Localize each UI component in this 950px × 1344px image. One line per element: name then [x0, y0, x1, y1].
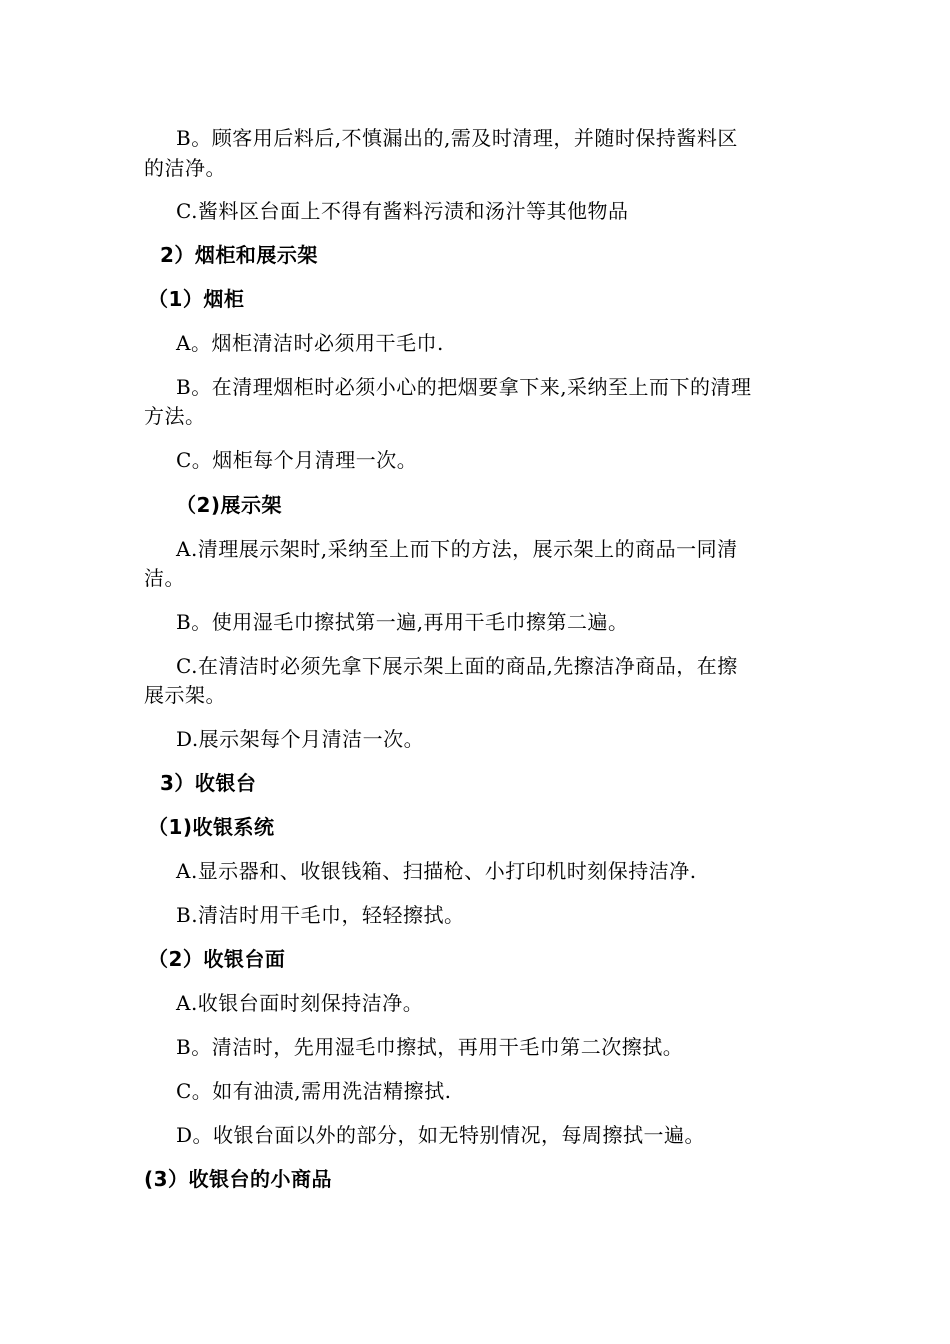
paragraph-line: C。烟柜每个月清理一次。 — [176, 448, 418, 472]
paragraph-line: C.酱料区台面上不得有酱料污渍和汤汁等其他物品 — [176, 199, 629, 223]
paragraph-line: C。如有油渍,需用洗洁精擦拭. — [176, 1079, 452, 1103]
paragraph-line: A。烟柜清洁时必须用干毛巾. — [176, 331, 444, 355]
paragraph-line: D.展示架每个月清洁一次。 — [176, 727, 425, 751]
paragraph-line: 方法。 — [144, 404, 206, 428]
subsection-heading: （1)收银系统 — [148, 815, 275, 839]
subsection-heading: （2)展示架 — [176, 493, 283, 517]
section-heading: 3）收银台 — [160, 771, 257, 795]
paragraph-line: A.清理展示架时,采纳至上而下的方法，展示架上的商品一同清 — [176, 537, 738, 561]
paragraph-line: D。收银台面以外的部分，如无特别情况，每周擦拭一遍。 — [176, 1123, 706, 1147]
paragraph-line: B。在清理烟柜时必须小心的把烟要拿下来,采纳至上而下的清理 — [176, 375, 752, 399]
paragraph-line: A.显示器和、收银钱箱、扫描枪、小打印机时刻保持洁净. — [176, 859, 697, 883]
paragraph-line: 展示架。 — [144, 683, 226, 707]
paragraph-line: B。清洁时，先用湿毛巾擦拭，再用干毛巾第二次擦拭。 — [176, 1035, 684, 1059]
paragraph-line: C.在清洁时必须先拿下展示架上面的商品,先擦洁净商品，在擦 — [176, 654, 738, 678]
paragraph-line: B.清洁时用干毛巾，轻轻擦拭。 — [176, 903, 465, 927]
subsection-heading: （1）烟柜 — [148, 287, 245, 311]
paragraph-line: B。使用湿毛巾擦拭第一遍,再用干毛巾擦第二遍。 — [176, 610, 629, 634]
paragraph-line: A.收银台面时刻保持洁净。 — [176, 991, 424, 1015]
paragraph-line: B。顾客用后料后,不慎漏出的,需及时清理，并随时保持酱料区 — [176, 126, 738, 150]
paragraph-line: 洁。 — [144, 566, 185, 590]
section-heading: 2）烟柜和展示架 — [160, 243, 318, 267]
subsection-heading: （2）收银台面 — [148, 947, 286, 971]
paragraph-line: 的洁净。 — [144, 156, 226, 180]
subsection-heading: (3）收银台的小商品 — [144, 1167, 333, 1191]
